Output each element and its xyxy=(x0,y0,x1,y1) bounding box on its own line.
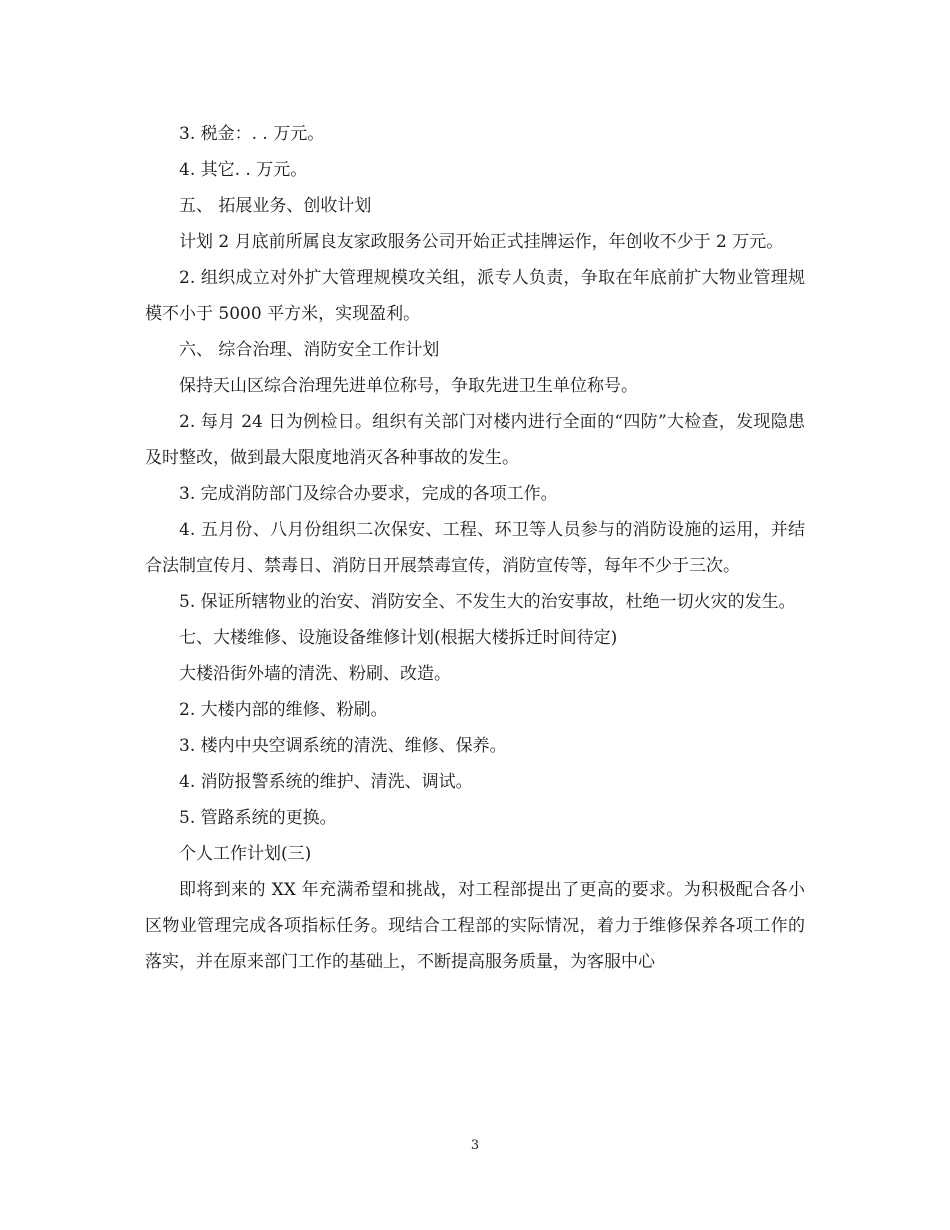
paragraph-intro-next-year: 即将到来的 XX 年充满希望和挑战，对工程部提出了更高的要求。为积极配合各小区物业管理完成各项指标任务。现结合工程部的实际情况，着力于维修保养各项工作的落实，并在原来部门工作的基础上，不断提高服务质量，为客服中心 xyxy=(145,880,805,972)
section-heading-6: 六、 综合治理、消防安全工作计划 xyxy=(179,340,440,360)
paragraph-keep-title: 保持天山区综合治理先进单位称号，争取先进卫生单位称号。 xyxy=(179,376,638,396)
section-heading-5: 五、 拓展业务、创收计划 xyxy=(179,196,372,216)
paragraph-fire-alarm: 4. 消防报警系统的维护、清洗、调试。 xyxy=(179,772,473,792)
paragraph-fire-dept: 3. 完成消防部门及综合办要求，完成的各项工作。 xyxy=(179,484,558,504)
paragraph-revenue-plan: 计划 2 月底前所属良友家政服务公司开始正式挂牌运作，年创收不少于 2 万元。 xyxy=(179,232,784,252)
paragraph-fire-drill: 4. 五月份、八月份组织二次保安、工程、环卫等人员参与的消防设施的运用，并结合法制宣传月、禁毒日、消防日开展禁毒宣传，消防宣传等，每年不少于三次。 xyxy=(145,520,805,576)
paragraph-monthly-check: 2. 每月 24 日为例检日。组织有关部门对楼内进行全面的“四防”大检查，发现隐患及时整改，做到最大限度地消灭各种事故的发生。 xyxy=(145,412,805,468)
section-heading-7: 七、大楼维修、设施设备维修计划(根据大楼拆迁时间待定) xyxy=(179,628,618,648)
paragraph-exterior-wall: 大楼沿街外墙的清洗、粉刷、改造。 xyxy=(179,664,451,684)
paragraph-security: 5. 保证所辖物业的治安、消防安全、不发生大的治安事故，杜绝一切火灾的发生。 xyxy=(179,592,796,612)
page-number: 3 xyxy=(470,1138,480,1153)
document-body xyxy=(145,116,805,980)
section-heading-personal-plan: 个人工作计划(三) xyxy=(179,844,312,864)
paragraph-expand-scale: 2. 组织成立对外扩大管理规模攻关组，派专人负责，争取在年底前扩大物业管理规模不小于 5000 平方米，实现盈利。 xyxy=(145,268,805,324)
paragraph-tax: 3. 税金：. . 万元。 xyxy=(179,124,325,144)
paragraph-pipes: 5. 管路系统的更换。 xyxy=(179,808,337,828)
paragraph-hvac: 3. 楼内中央空调系统的清洗、维修、保养。 xyxy=(179,736,507,756)
paragraph-interior: 2. 大楼内部的维修、粉刷。 xyxy=(179,700,388,720)
paragraph-other: 4. 其它. . 万元。 xyxy=(179,160,308,180)
